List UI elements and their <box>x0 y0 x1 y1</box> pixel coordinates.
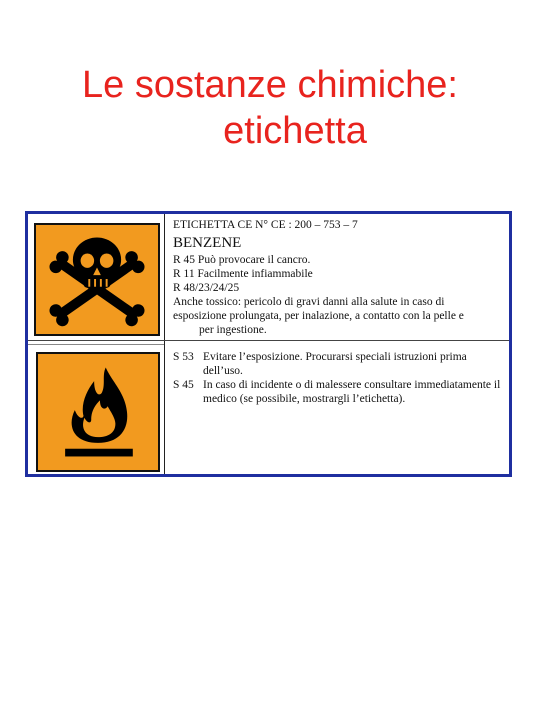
title-line-1: Le sostanze chimiche: <box>82 64 458 106</box>
safety-code: S 45 <box>173 379 194 391</box>
risk-note: per ingestione. <box>199 324 267 336</box>
toxic-pictogram <box>34 223 160 336</box>
label-header: ETICHETTA CE N° CE : 200 – 753 – 7 <box>173 219 358 231</box>
safety-text: In caso di incidente o di malessere consultare immediatamente il medico (se possibile, mostrargli l’etichetta). <box>203 379 501 405</box>
flame-icon <box>38 354 158 470</box>
risk-note: Anche tossico: pericolo di gravi danni alla salute in caso di <box>173 296 445 308</box>
title-line-2: etichetta <box>223 110 367 152</box>
hazard-label <box>25 211 512 477</box>
safety-code: S 53 <box>173 351 194 363</box>
column-divider <box>164 214 165 474</box>
safety-phrase <box>173 378 509 406</box>
safety-phrase <box>173 350 509 378</box>
safety-text: Evitare l’esposizione. Procurarsi speciali istruzioni prima dell’uso. <box>203 351 467 377</box>
substance-name: BENZENE <box>173 235 242 251</box>
risk-section <box>173 218 509 337</box>
risk-phrase: R 11 Facilmente infiammabile <box>173 268 313 280</box>
risk-note: esposizione prolungata, per inalazione, a contatto con la pelle e <box>173 310 464 322</box>
row-divider-secondary <box>28 344 164 345</box>
page-title <box>0 62 540 154</box>
risk-phrase: R 45 Può provocare il cancro. <box>173 254 311 266</box>
safety-section <box>173 350 509 406</box>
flammable-pictogram <box>36 352 160 472</box>
risk-phrase: R 48/23/24/25 <box>173 282 240 294</box>
skull-crossbones-icon <box>36 225 158 334</box>
row-divider <box>28 340 509 341</box>
